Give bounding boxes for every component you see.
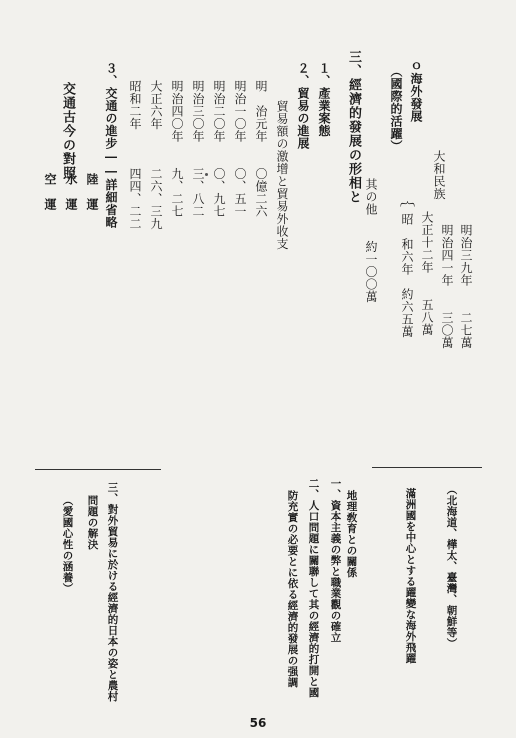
- upper-line-24: 交通古今の對照: [60, 82, 75, 180]
- upper-line-12: 貿易額の激增と貿易外收支: [275, 100, 289, 250]
- lower-line-5: 二、人口問題に關聯して其の經濟的打開と國: [307, 478, 320, 698]
- lower-line-3: 地理敎育との關係: [345, 490, 358, 578]
- upper-line-21: 陸 運: [85, 173, 99, 211]
- upper-line-23: 空 運: [43, 173, 57, 211]
- lower-line-4: 一、資本主義の弊と職業觀の確立: [329, 478, 342, 643]
- upper-line-5: 大和民族: [432, 150, 446, 200]
- upper-line-22: 水 運: [64, 173, 78, 211]
- lower-line-7: 三、對外貿易に於ける經濟的日本の姿と農村: [106, 482, 119, 702]
- brace-icon: ｛: [398, 193, 414, 207]
- upper-line-20: ３、交通の進步――詳細省略: [104, 62, 118, 229]
- lower-line-6: 防充實の必要とに依る經濟的發展の强調: [286, 490, 299, 688]
- upper-line-17: 明治四〇年 九、二七: [170, 80, 184, 218]
- upper-line-15: 明治二〇年 〇、九七: [212, 80, 226, 218]
- upper-line-10: １、產業案態: [317, 62, 331, 137]
- page-number: 56: [249, 716, 267, 730]
- lower-line-1: （北海道、樺太、臺灣、朝鮮等）: [445, 484, 458, 649]
- upper-line-1: 明治三九年 二七萬: [459, 224, 473, 349]
- dot-mark: [205, 173, 208, 176]
- upper-line-2: 明治四一年 三〇萬: [440, 224, 454, 349]
- upper-line-13: 明 治元年 〇億二六: [254, 80, 268, 218]
- upper-line-8: （國際的活躍）: [389, 65, 403, 153]
- upper-line-14: 明治一〇年 〇、五一: [233, 80, 247, 218]
- upper-line-18: 大正六年 二六、三九: [149, 80, 163, 230]
- upper-line-16: 明治三〇年 三、八二: [191, 80, 205, 218]
- upper-line-6: 其の他 約一〇〇萬: [364, 178, 378, 303]
- upper-line-3: 大正十二年 五八萬: [420, 211, 434, 336]
- upper-line-9: 三、經濟的發展の形相と: [346, 50, 361, 204]
- lower-line-9: （愛國心性の涵養）: [61, 495, 74, 594]
- upper-line-11: ２、貿易の進展: [296, 62, 310, 150]
- lower-line-2: 滿洲國を中心とする躍變な海外飛躍: [404, 488, 417, 664]
- upper-line-4: 昭 和六年 約六五萬: [400, 213, 414, 338]
- upper-line-19: 昭和二年 四四、二二: [128, 80, 142, 230]
- divider-left: [35, 469, 161, 470]
- lower-line-8: 問題の解決: [86, 495, 99, 550]
- divider-right: [372, 467, 482, 468]
- upper-line-7: ｏ海外發展: [409, 60, 423, 123]
